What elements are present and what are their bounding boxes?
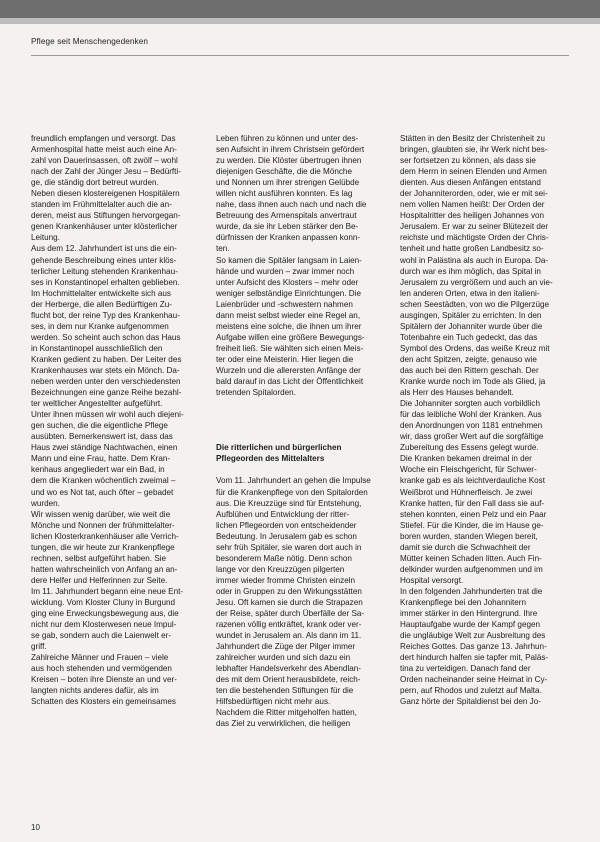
text-line: Zubereitung des Essens gelegt wurde.	[400, 443, 539, 453]
text-line: So kamen die Spitäler langsam in Laien-	[216, 255, 362, 265]
text-line: ses in Konstantinopel erhalten geblieben.	[31, 277, 180, 287]
text-line: meistens eine solche, die ihnen um ihrer	[216, 321, 362, 331]
text-line: wohl in Palästina als auch in Europa. Da-	[400, 255, 549, 265]
text-line: Kranken gedient zu haben. Der Leiter des	[31, 354, 182, 364]
text-line: kranke gab es als leichtverdauliche Kost	[400, 476, 545, 486]
text-line: kenhaus angegliedert war ein Bad, in	[31, 465, 165, 475]
text-column-3	[400, 133, 578, 707]
text-line: für die Krankenpflege von den Spitalorden	[216, 487, 368, 497]
text-line: und Nonnen um ihrer strengen Gelübde	[216, 178, 360, 188]
text-line: dert hindurch halfen sie tapfer mit, Paläs-	[400, 653, 549, 663]
text-line: Zahlreiche Männer und Frauen – viele	[31, 653, 169, 663]
text-line: zahl von Dauerinsassen, oft zwölf – wohl	[31, 156, 178, 166]
text-line: willen nicht ausführen konnten. Es lag	[216, 189, 353, 199]
text-line: oder in Gruppen zu den Wirkungsstätten	[216, 586, 362, 596]
text-line: Mann und eine Frau, hatte. Dem Kran-	[31, 454, 171, 464]
text-line: flucht bot, der reine Typ des Krankenhau-	[31, 310, 180, 320]
text-line: sen Aufsicht in ihrem Christsein gefördert	[216, 145, 365, 155]
running-header: Pflege seit Menschengedenken	[31, 37, 149, 46]
text-line: ten.	[216, 244, 230, 254]
text-line	[216, 409, 394, 420]
text-line: se gab, sondern auch die Laienwelt er-	[31, 631, 172, 641]
text-line: Hauptaufgabe wurde der Kampf gegen	[400, 620, 541, 630]
text-line: wurde, da sie ihr Leben stärker den Be-	[216, 222, 359, 232]
text-line	[216, 398, 394, 409]
text-line: sehr früh Spitäler, sie waren dort auch in	[216, 542, 362, 552]
text-line: ten die bestehenden Stiftungen für die	[216, 686, 354, 696]
text-line: wundet in Jerusalem an. Als dann im 11.	[216, 631, 362, 641]
text-line: für das leibliche Wohl der Kranken. Aus	[400, 410, 542, 420]
text-line: Hospital versorgt.	[400, 575, 464, 585]
text-line: wicklung. Vom Kloster Cluny in Burgund	[31, 597, 176, 607]
text-line: griff.	[31, 642, 47, 652]
text-line: Krankenpflege bei den Johannitern	[400, 597, 527, 607]
text-line: ge, die ständig dort betreut wurden.	[31, 178, 159, 188]
text-line: als Herr des Hauses behandelt.	[400, 388, 514, 398]
text-line: Stiefel. Für die Kinder, die im Hause ge-	[400, 520, 544, 530]
text-line: reichste und mächtigste Orden der Chris-	[400, 233, 549, 243]
text-line: deren, meist aus Stiftungen hervorgegan-	[31, 211, 181, 221]
text-line: Neben diesen klostereigenen Hospitälern	[31, 189, 180, 199]
text-line: hatten wahrscheinlich von Anfang an an-	[31, 564, 178, 574]
text-line: bald darauf in das Licht der Öffentlichkeit	[216, 377, 364, 387]
text-line: Vom 11. Jahrhundert an gehen die Impulse	[216, 476, 371, 486]
text-line: Weißbrot und Hühnerfleisch. Je zwei	[400, 487, 533, 497]
text-line: ses, in dem nur Kranke aufgenommen	[31, 321, 169, 331]
text-line: Aufblühen und Entwicklung der ritter-	[216, 509, 350, 519]
text-line: Schatten des Klosters ein gemeinsames	[31, 697, 176, 707]
text-line: Im 11. Jahrhundert begann eine neue Ent-	[31, 586, 184, 596]
section-heading-line: Pflegeorden des Mittelalters	[216, 454, 325, 464]
text-line: Haus zwei ständige Nachtwachen, einen	[31, 443, 178, 453]
top-light-band	[0, 18, 600, 24]
text-line: Kranke hatten, für den Fall dass sie auf-	[400, 498, 545, 508]
text-line	[216, 420, 394, 431]
text-line: dienten. Aus diesen Anfängen entstand	[400, 178, 541, 188]
text-line: Armenhospital hatte meist auch eine An-	[31, 145, 177, 155]
text-line: immer wieder fromme Christen einzeln	[216, 575, 356, 585]
text-line: ter oder eine Meisterin. Hier liegen die	[216, 354, 354, 364]
text-line: Mütter keinen Schaden litten. Auch Fin-	[400, 553, 542, 563]
text-line: dürfnissen der Kranken anpassen konn-	[216, 233, 361, 243]
text-line: genen Krankenhäuser unter klösterlicher	[31, 222, 178, 232]
text-line: Symbol des Ordens, das weiße Kreuz mit	[400, 343, 550, 353]
text-line: und wo es Not tat, auch öfter – gebadet	[31, 487, 174, 497]
text-line: die ungläubige Welt zur Ausbreitung des	[400, 631, 546, 641]
text-line: nicht nur dem Klosterwesen neue Impul-	[31, 620, 177, 630]
text-column-2	[216, 133, 394, 730]
text-line: Im Hochmittelalter entwickelte sich aus	[31, 288, 171, 298]
text-line: den Anordnungen von 1181 entnehmen	[400, 421, 543, 431]
text-line: zahlreicher wurden und sich dazu ein	[216, 653, 351, 663]
text-line: gen suchen, die die eigentliche Pflege	[31, 421, 168, 431]
text-line: des mit dem Orient herausbildete, reich-	[216, 675, 361, 685]
text-line: der Herberge, die allen Bedürftigen Zu-	[31, 299, 172, 309]
text-line: weniger selbständige Einrichtungen. Die	[216, 288, 361, 298]
text-line: wurden.	[31, 498, 60, 508]
text-line: Leitung.	[31, 233, 60, 243]
text-line: lebhafter Handelsverkehr des Abendlan-	[216, 664, 361, 674]
text-line: gehende Beschreibung eines unter klös-	[31, 255, 177, 265]
text-line: aus hoch stehenden und vermögenden	[31, 664, 172, 674]
text-line: Spitälern der Johanniter wurde über die	[400, 321, 543, 331]
text-line: Orden nacheinander seine Heimat in Cy-	[400, 675, 548, 685]
text-line: der Johanniterorden, oder, wie er mit sei-	[400, 189, 548, 199]
text-line: Leben führen zu können und unter des-	[216, 134, 359, 143]
text-line: nahe, dass ihnen auch nach und nach die	[216, 200, 367, 210]
text-line: lange vor den Kreuzzügen pilgerten	[216, 564, 345, 574]
text-line: Jerusalem zu vergrößern und auch an vie-	[400, 277, 553, 287]
text-line: stehen konnten, einen Pelz und ein Paar	[400, 509, 547, 519]
text-line: razenen völlig entkräftet, krank oder ver-	[216, 620, 362, 630]
text-line: damit sie durch die Schwachheit der	[400, 542, 531, 552]
text-line: Jahrhundert die Züge der Pilger immer	[216, 642, 356, 652]
text-line: Wurzeln und die allerersten Anfänge der	[216, 365, 361, 375]
page-number: 10	[31, 823, 40, 832]
text-line: Hilfsbedürftigen nicht mehr aus.	[216, 697, 331, 707]
text-line: in Konstantinopel ausschließlich den	[31, 343, 163, 353]
text-line: diejenigen Geschäfte, die die Mönche	[216, 167, 352, 177]
text-line: bringen, glaubten sie, ihr Werk nicht bes-	[400, 145, 548, 155]
text-line: den acht Spitzen, zeigte, genauso wie	[400, 354, 537, 364]
text-line: nach der Zahl der Jünger Jesu – Bedürfti-	[31, 167, 181, 177]
text-line: ser fortsetzen zu können, als dass sie	[400, 156, 536, 166]
text-line: Reiches Gottes. Das ganze 13. Jahrhun-	[400, 642, 547, 652]
top-dark-band	[0, 0, 600, 18]
text-line: tenheit und hatte großen Landbesitz so-	[400, 244, 544, 254]
text-line: immer stärker in den Hintergrund. Ihre	[400, 609, 538, 619]
text-line: Bedeutung. In Jerusalem gab es schon	[216, 531, 357, 541]
text-line: aus. Die Kreuzzüge sind für Entstehung,	[216, 498, 362, 508]
text-line: ter weltlicher Angestellter aufgeführt.	[31, 399, 163, 409]
text-line: Unter ihnen müssen wir wohl auch diejeni-	[31, 410, 184, 420]
text-line: terlicher Leitung stehenden Krankenhau-	[31, 266, 178, 276]
text-line: lichen Klosterkrankenhäuser alle Verrich-	[31, 531, 179, 541]
text-line	[216, 431, 394, 442]
text-line: freiheit ließ. Sie wählten sich einen Meis-	[216, 343, 364, 353]
text-line: das Ziel zu verwirklichen, die heiligen	[216, 719, 351, 729]
text-line: hände und wurden – zwar immer noch	[216, 266, 355, 276]
text-line: langten nichts anderes dafür, als im	[31, 686, 159, 696]
text-line: Kranke wurde noch im Tode als Glied, ja	[400, 377, 546, 387]
text-line: pern, auf Rhodos und zuletzt auf Malta.	[400, 686, 542, 696]
header-rule	[31, 55, 569, 56]
text-line: tungen, die wir heute zur Krankenpflege	[31, 542, 175, 552]
text-line: neben werden unter den verschiedensten	[31, 377, 181, 387]
text-line: Wir wissen wenig darüber, wie weit die	[31, 509, 171, 519]
section-heading-line: Die ritterlichen und bürgerlichen	[216, 443, 342, 453]
text-line: wir, dass großer Wert auf die sorgfältige	[400, 432, 544, 442]
text-line	[216, 464, 394, 475]
text-line: nem vollen Namen heißt: Der Orden der	[400, 200, 545, 210]
text-line: besonderem Maße nötig. Denn schon	[216, 553, 352, 563]
text-line: Die Kranken bekamen dreimal in der	[400, 454, 532, 464]
text-line: tina zu verteidigen. Danach fand der	[400, 664, 531, 674]
text-line: Jesu. Oft kamen sie durch die Strapazen	[216, 597, 363, 607]
text-line: lichen Pflegeorden von entscheidender	[216, 520, 357, 530]
text-line: Aufgabe willen eine größere Bewegungs-	[216, 332, 365, 342]
text-line: Betreuung des Armenspitals anvertraut	[216, 211, 357, 221]
text-line: durch war es ihm möglich, das Spital in	[400, 266, 541, 276]
text-line: Mönche und Nonnen der frühmittelalter-	[31, 520, 175, 530]
text-column-1	[31, 133, 209, 707]
text-line: dann meist selbst wieder eine Regel an,	[216, 310, 361, 320]
text-line: schen Seestädten, von wo die Pilgerzüge	[400, 299, 550, 309]
text-line: Bezeichnungen eine ganze Reihe bezahl-	[31, 388, 182, 398]
text-line: boren wurden, standen Wiegen bereit,	[400, 531, 538, 541]
text-line: ausübten. Bemerkenswert ist, dass das	[31, 432, 173, 442]
text-line: dem die Kranken wöchentlich zweimal –	[31, 476, 176, 486]
text-line: len anderen Orten, etwa in den italieni-	[400, 288, 540, 298]
text-line: freundlich empfangen und versorgt. Das	[31, 134, 176, 143]
text-line: Die Johanniter sorgten auch vorbildlich	[400, 399, 541, 409]
text-line: Aus dem 12. Jahrhundert ist uns die ein-	[31, 244, 177, 254]
text-line: Krankenhauses war stets ein Mönch. Da-	[31, 365, 180, 375]
text-line: Jerusalem. Er war zu seiner Blütezeit der	[400, 222, 549, 232]
text-line: unter Aufsicht des Klosters – mehr oder	[216, 277, 359, 287]
text-line: delkinder wurden aufgenommen und im	[400, 564, 543, 574]
text-line: dere Helfer und Helferinnen zur Seite.	[31, 575, 168, 585]
text-line: Kreisen – boten ihre Dienste an und ver-	[31, 675, 177, 685]
text-line: der Reise, später durch Überfälle der Sa-	[216, 609, 365, 619]
text-line: tretenden Spitalorden.	[216, 388, 296, 398]
text-line: standen im Frühmittelalter auch die an-	[31, 200, 172, 210]
text-line: Woche ein Fleischgericht, für Schwer-	[400, 465, 537, 475]
text-line: dem Herrn in seinen Elenden und Armen	[400, 167, 547, 177]
text-line: Stätten in den Besitz der Christenheit zu	[400, 134, 545, 143]
text-line: Ganz hörte der Spitaldienst bei den Jo-	[400, 697, 541, 707]
text-line: zu werden. Die Klöster übertrugen ihnen	[216, 156, 362, 166]
text-line: In den folgenden Jahrhunderten trat die	[400, 586, 543, 596]
text-line: ging eine Erweckungsbewegung aus, die	[31, 609, 179, 619]
text-line: werden. So scheint auch schon das Haus	[31, 332, 181, 342]
text-line: das auch bei den Rittern geschah. Der	[400, 365, 539, 375]
text-line: Laienbrüder und -schwestern nahmen	[216, 299, 353, 309]
text-line: ausgingen, Spitäler zu errichten. In den	[400, 310, 542, 320]
text-line: Nachdem die Ritter mitgeholfen hatten,	[216, 708, 357, 718]
text-line: Hospitalritter des heiligen Johannes von	[400, 211, 545, 221]
text-line: rechnen, selbst aufgeführt haben. Sie	[31, 553, 167, 563]
text-line: Totenbahre ein Tuch gedeckt, das das	[400, 332, 538, 342]
